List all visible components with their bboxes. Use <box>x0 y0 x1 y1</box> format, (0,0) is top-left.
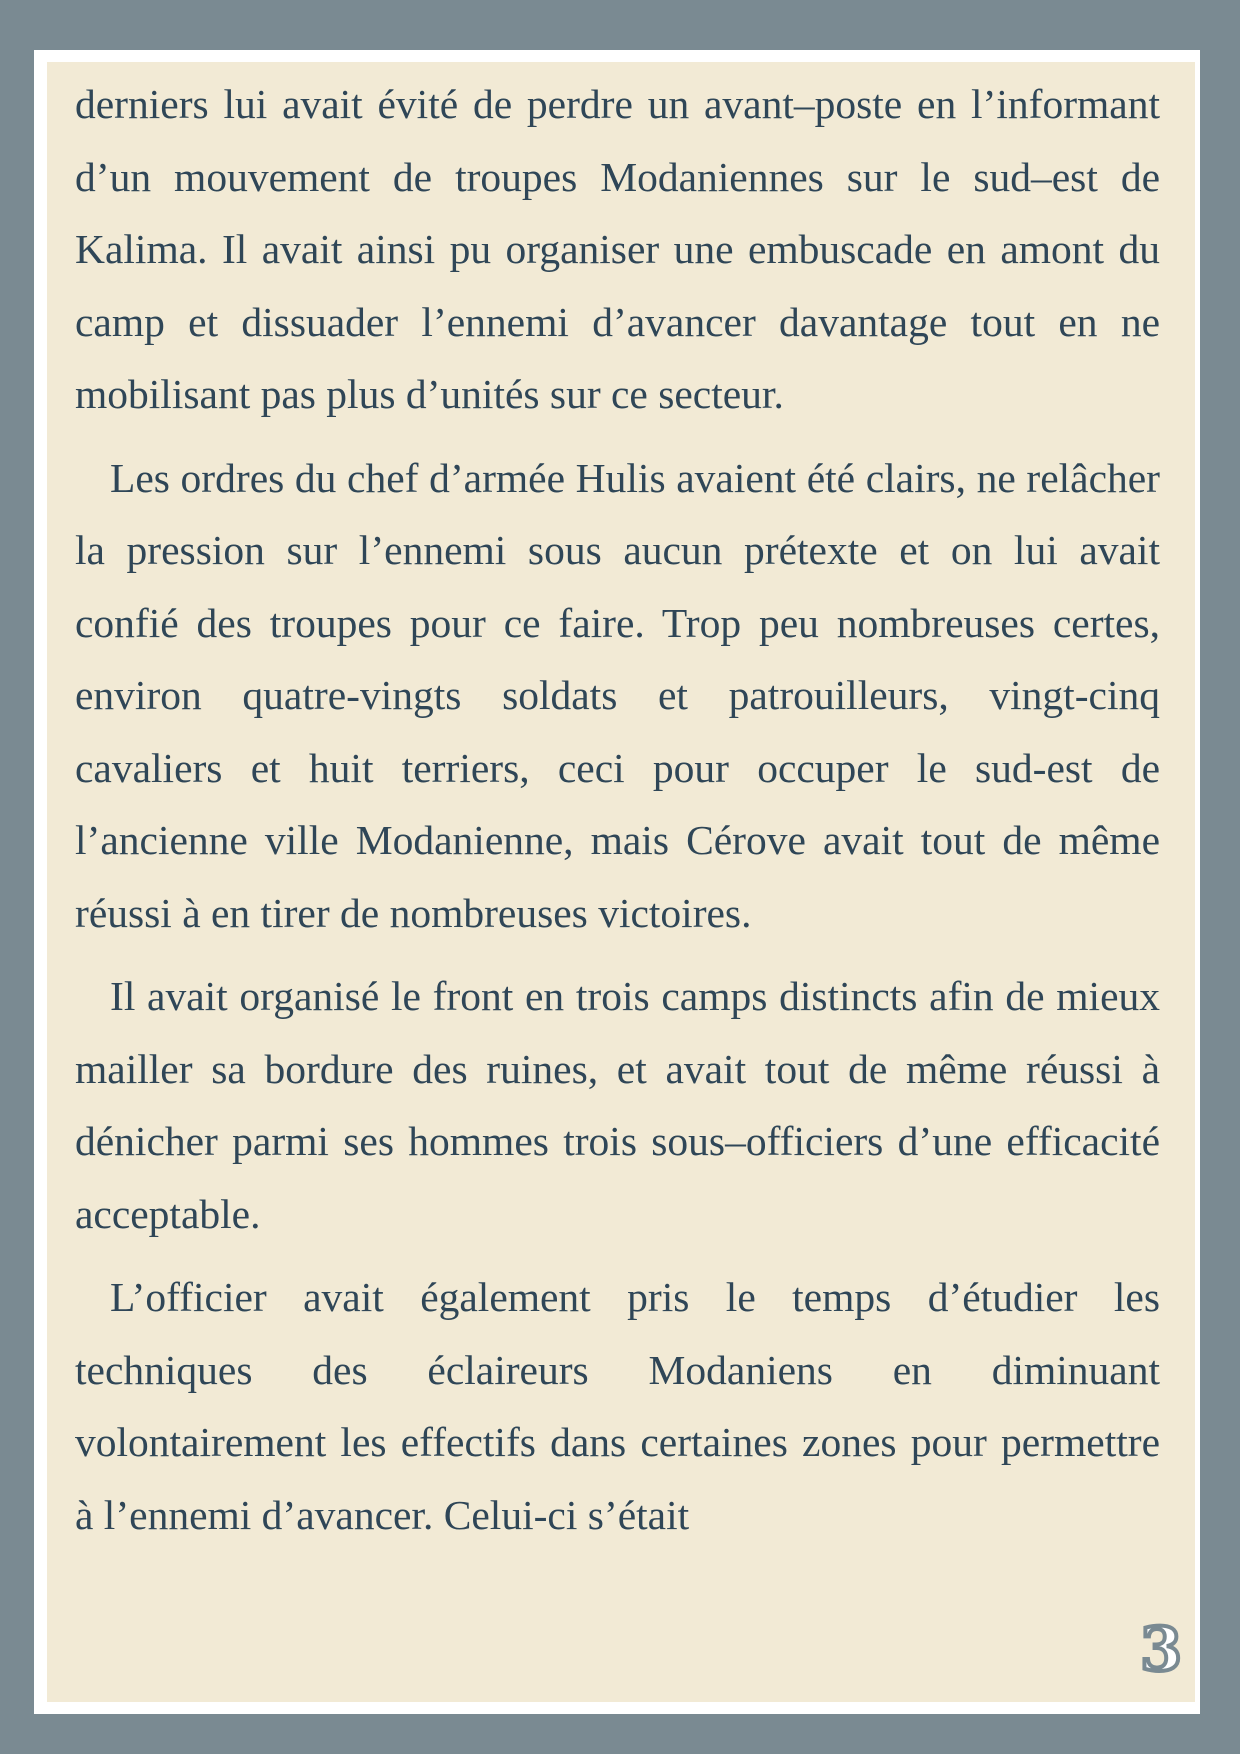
paragraph-2: Les ordres du chef d’armée Hulis avaient été clairs, ne relâcher la pression sur l’ennemi sous aucun prétexte et on lui avait confié des troupes pour ce faire. Trop peu nombreuses certes, environ quatre-vingts soldats et patrouilleurs, vingt-cinq cavaliers et huit terriers, ceci pour occuper le sud-est de l’ancienne ville Modanienne, mais Cérove avait tout de même réussi à en tirer de nombreuses victoires. <box>75 454 1160 936</box>
paragraph-3: Il avait organisé le front en trois camps distincts afin de mieux mailler sa bordure des ruines, et avait tout de même réussi à dénicher parmi ses hommes trois sous–officiers d’une efficacité acceptable. <box>75 973 1160 1237</box>
paragraph-1: derniers lui avait évité de perdre un avant–poste en l’informant d’un mouvement de troupes Modaniennes sur le sud–est de Kalima. Il avait ainsi pu organiser une embuscade en amont du camp et dissuader l’ennemi d’avancer davantage tout en ne mobilisant pas plus d’unités sur ce secteur. <box>75 81 1160 417</box>
paragraph-4: L’officier avait également pris le temps d’étudier les techniques des éclaireurs Modaniens en diminuant volontairement les effectifs dans certaines zones pour permettre à l’ennemi d’avancer. Celui-ci s’était <box>75 1274 1160 1538</box>
page-number: 3 <box>1140 1615 1182 1685</box>
body-text <box>75 68 1160 1551</box>
